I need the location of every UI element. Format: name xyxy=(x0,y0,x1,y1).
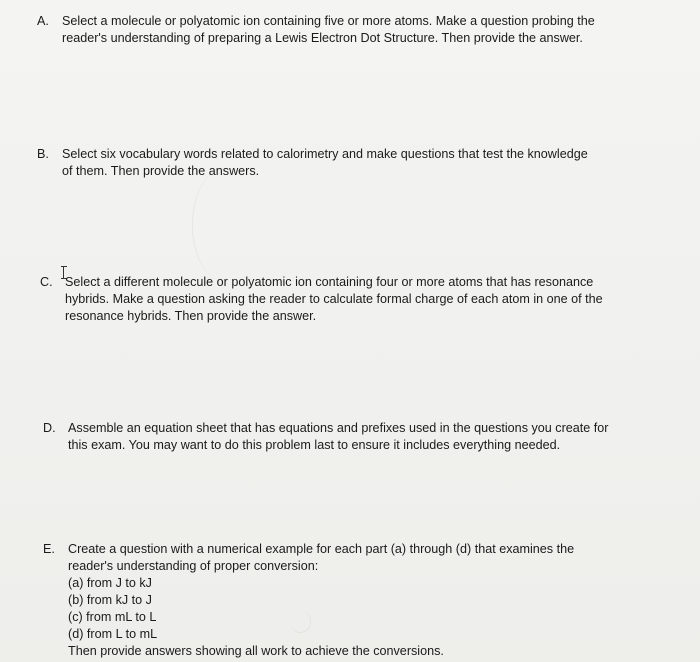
question-b xyxy=(37,146,588,180)
question-d-text xyxy=(68,420,609,454)
question-e-subitem-d: (d) from L to mL xyxy=(68,627,158,641)
question-a-letter: A. xyxy=(37,14,49,28)
question-c-line-1: Select a different molecule or polyatomic ion containing four or more atoms that has resonance xyxy=(65,275,594,289)
question-d-line-1: Assemble an equation sheet that has equations and prefixes used in the questions you create for xyxy=(68,421,609,435)
question-a xyxy=(37,13,595,47)
question-a-line-1: Select a molecule or polyatomic ion containing five or more atoms. Make a question probing the xyxy=(62,14,595,28)
question-c-line-2: hybrids. Make a question asking the reader to calculate formal charge of each atom in one of the xyxy=(65,292,603,306)
question-b-line-1: Select six vocabulary words related to calorimetry and make questions that test the knowledge xyxy=(62,147,588,161)
question-e-subitem-a: (a) from J to kJ xyxy=(68,576,152,590)
question-d xyxy=(43,420,609,454)
question-e xyxy=(43,541,574,660)
question-a-text xyxy=(62,13,595,47)
question-e-subitem-b: (b) from kJ to J xyxy=(68,593,152,607)
question-e-closing: Then provide answers showing all work to achieve the conversions. xyxy=(68,644,444,658)
page-smudge xyxy=(192,170,253,280)
question-e-line-1: Create a question with a numerical example for each part (a) through (d) that examines the xyxy=(68,542,575,556)
question-c-text xyxy=(65,274,603,325)
question-e-line-2: reader's understanding of proper conversion: xyxy=(68,559,319,573)
question-d-letter: D. xyxy=(43,421,56,435)
question-c xyxy=(40,274,603,325)
question-b-letter: B. xyxy=(37,147,49,161)
question-e-letter: E. xyxy=(43,542,55,556)
question-b-text xyxy=(62,146,588,180)
question-c-letter: C. xyxy=(40,275,53,289)
question-a-line-2: reader's understanding of preparing a Lewis Electron Dot Structure. Then provide the answer. xyxy=(62,31,583,45)
question-d-line-2: this exam. You may want to do this problem last to ensure it includes everything needed. xyxy=(68,438,561,452)
question-c-line-3: resonance hybrids. Then provide the answer. xyxy=(65,309,317,323)
question-b-line-2: of them. Then provide the answers. xyxy=(62,164,260,178)
question-e-text xyxy=(68,541,574,660)
question-e-subitem-c: (c) from mL to L xyxy=(68,610,157,624)
